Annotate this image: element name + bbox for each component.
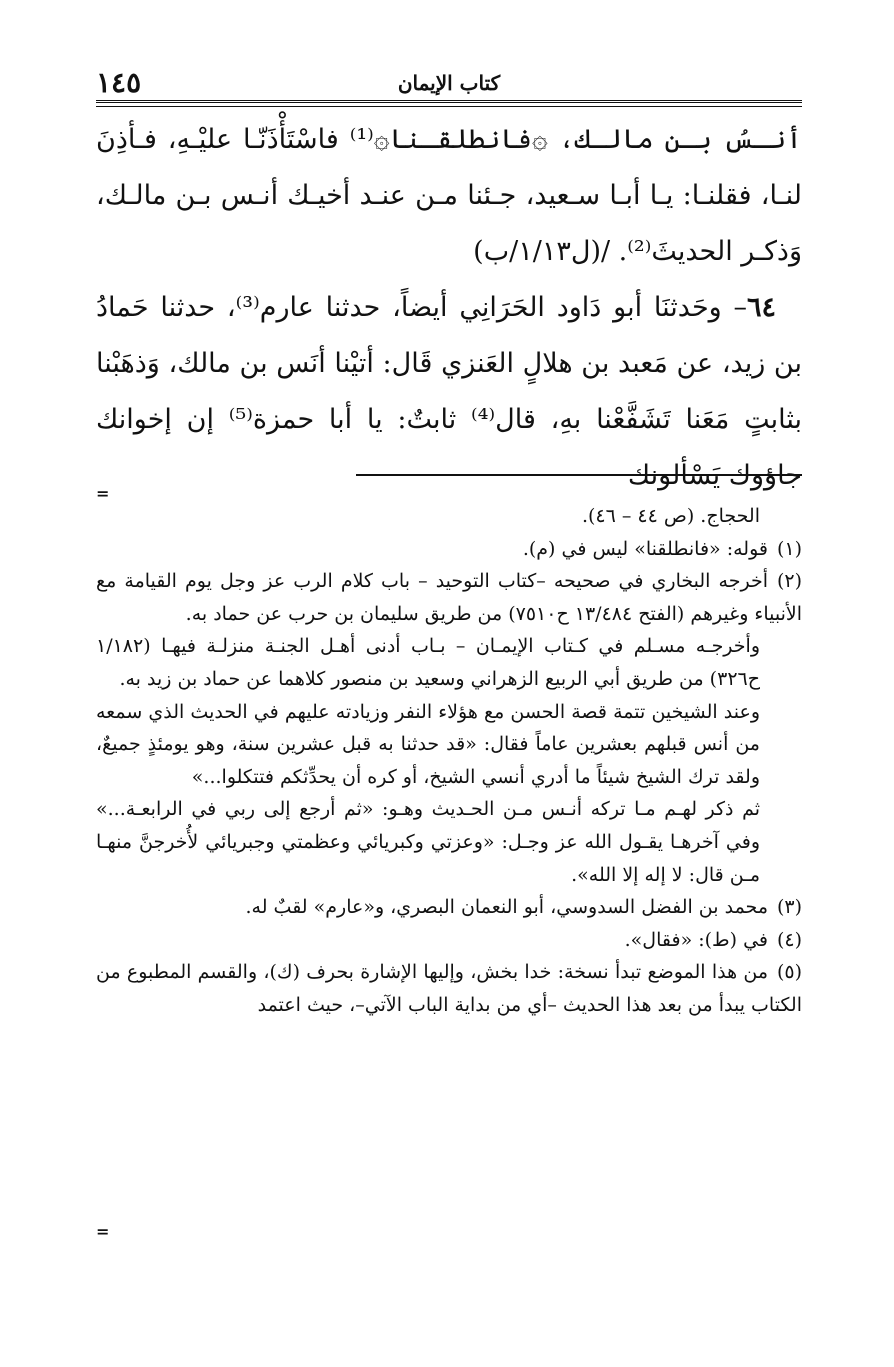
paragraph-1: أنـسُ بـن مالـك، ۞فانطلقـنا۞⁽¹⁾ فاسْتَأْذَنّـا عليْـهِ، فـأذِنَ لنـا، فقلنـا: يـا أبـا سـعيد، جـئنا مـن عنـد أخيـك أنـس بـن مالـك، وَذكـر الحديثَ⁽²⁾. /(ل١/١٣/ب) [96, 124, 802, 267]
continuation-marker-bottom: = [96, 1222, 110, 1241]
footnote-2-paragraph-3: وعند الشيخين تتمة قصة الحسن مع هؤلاء النفر وزيادته عليهم في الحديث الذي سمعه من أنس قبلهم بعشرين عاماً فقال: «قد حدثنا به قبل عشرين سنة، وهو يومئذٍ جميعٌ، ولقد ترك الشيخ شيئاً ما أدري أنسي الشيخ، أو كره أن يحدِّثكم فتتكلوا...» [96, 700, 760, 788]
footnote-5 [96, 956, 802, 1021]
hadith-number: ٦٤ [747, 292, 777, 323]
footnote-continuation: الحجاج. (ص ٤٤ – ٤٦). [581, 505, 760, 527]
main-text [96, 112, 802, 504]
footnote-1 [96, 533, 802, 566]
footnote-3 [96, 891, 802, 924]
running-title: كتاب الإيمان [397, 71, 501, 95]
footnote-number: (٤) [776, 928, 802, 951]
footnote-separator [356, 474, 802, 476]
page-number: ١٤٥ [96, 66, 142, 99]
footnote-2-paragraph-2: وأخرجـه مسـلم في كـتاب الإيمـان – بـاب أدنى أهـل الجنـة منزلـة فيهـا (١/١٨٢ ح٣٢٦) من طريق أبي الربيع الزهراني وسعيد بن منصور كلاهما عن حماد بن زيد به. [96, 635, 760, 690]
footnote-number: (٣) [776, 896, 802, 919]
paragraph-2 [96, 280, 802, 504]
footnote-number: (٢) [776, 570, 802, 593]
footnote-number: (١) [776, 537, 802, 560]
page-header [96, 66, 802, 100]
paragraph-2-text: – وحَدثنَا أبو دَاود الحَرَانِي أيضاً، حدثنا عارم⁽³⁾، حدثنا حَمادُ بن زيد، عن مَعبد بن هلالٍ العَنزي قَال: أتيْنا أنَس بن مالك، وَذهَبْنا بثابتٍ مَعَنا تَشَفَّعْنا بهِ، قال⁽⁴⁾ ثابتٌ: يا أبا حمزة⁽⁵⁾ إن إخوانك جاؤوك يَسْألونك [96, 292, 802, 491]
footnote-2-paragraph-4: ثم ذكر لهـم مـا تركه أنـس مـن الحـديث وهـو: «ثم أرجع إلى ربي في الرابعـة...» وفي آخرهـا يقـول الله عز وجـل: «وعزتي وكبريائي وعظمتي وجبريائي لأُخرجنَّ منهـا مـن قال: لا إله إلا الله». [96, 798, 760, 886]
footnote-text: في (ط): «فقال». [624, 928, 768, 951]
footnote-text: محمد بن الفضل السدوسي، أبو النعمان البصري، و«عارم» لقبٌ له. [245, 896, 768, 919]
footnotes [96, 500, 802, 1022]
footnote-text: أخرجه البخاري في صحيحه –كتاب التوحيد – باب كلام الرب عز وجل يوم القيامة مع الأنبياء وغيرهم (الفتح ١٣/٤٨٤ ح٧٥١٠) من طريق سليمان بن حرب عن حماد به. [96, 570, 802, 625]
footnote-4 [96, 924, 802, 957]
footnote-text: من هذا الموضع تبدأ نسخة: خدا بخش، وإليها الإشارة بحرف (ك)، والقسم المطبوع من الكتاب يبدأ من بعد هذا الحديث –أي من بداية الباب الآتي–، حيث اعتمد [96, 961, 802, 1016]
header-rule [96, 100, 802, 107]
footnote-number: (٥) [776, 961, 802, 984]
continuation-marker-top: = [96, 484, 110, 503]
footnote-text: قوله: «فانطلقنا» ليس في (م). [522, 537, 768, 560]
footnote-2 [96, 565, 802, 630]
